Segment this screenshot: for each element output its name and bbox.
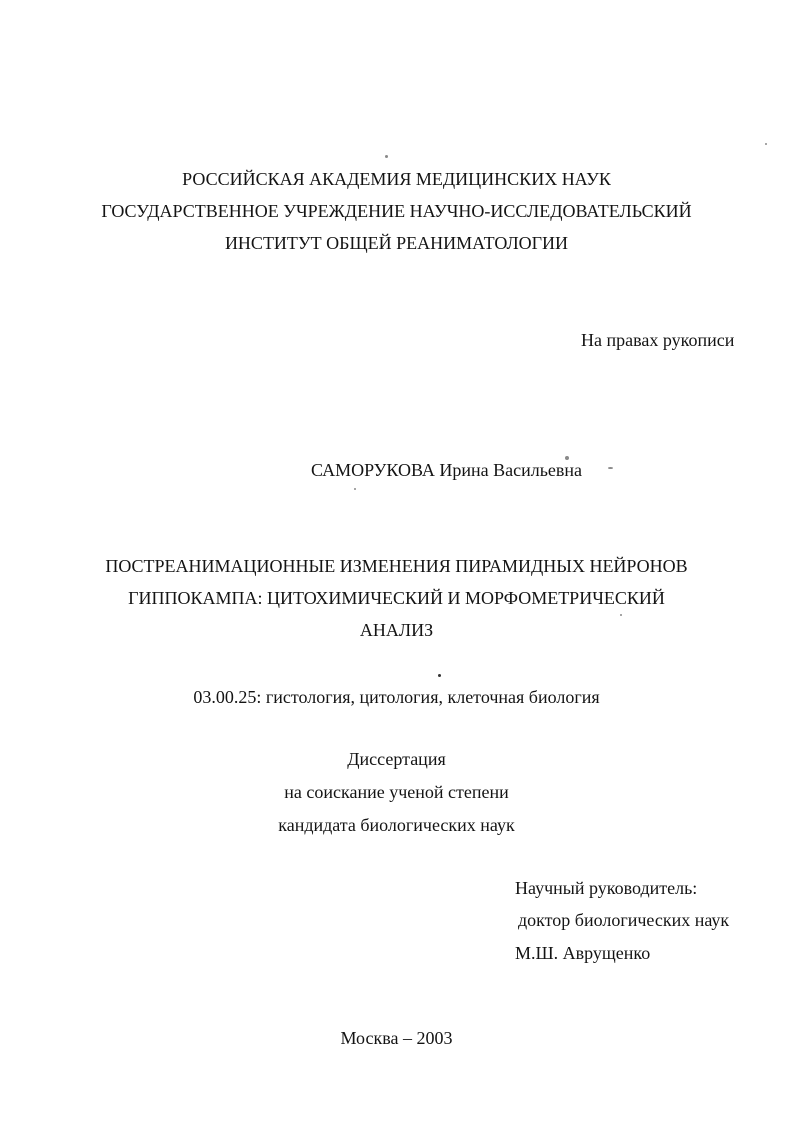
title-line-2: ГИППОКАМПА: ЦИТОХИМИЧЕСКИЙ И МОРФОМЕТРИЧЕСКИЙ xyxy=(128,588,665,608)
degree-line-3: кандидата биологических наук xyxy=(278,815,515,835)
author-name: САМОРУКОВА Ирина Васильевна xyxy=(311,460,583,480)
title-line-1: ПОСТРЕАНИМАЦИОННЫЕ ИЗМЕНЕНИЯ ПИРАМИДНЫХ НЕЙРОНОВ xyxy=(105,556,688,576)
degree-line-2: на соискание ученой степени xyxy=(284,782,509,802)
scan-speck xyxy=(620,614,622,616)
degree-line-1: Диссертация xyxy=(347,749,446,769)
header-line-academy: РОССИЙСКАЯ АКАДЕМИЯ МЕДИЦИНСКИХ НАУК xyxy=(182,169,611,189)
header-line-institution: ГОСУДАРСТВЕННОЕ УЧРЕЖДЕНИЕ НАУЧНО-ИССЛЕДОВАТЕЛЬСКИЙ xyxy=(101,201,692,221)
header-line-institute: ИНСТИТУТ ОБЩЕЙ РЕАНИМАТОЛОГИИ xyxy=(224,233,569,253)
scan-speck xyxy=(385,155,388,158)
scan-speck xyxy=(438,674,441,677)
city-year: Москва – 2003 xyxy=(340,1028,453,1048)
scan-speck xyxy=(354,488,356,490)
supervisor-name: М.Ш. Аврущенко xyxy=(515,943,651,963)
scan-speck xyxy=(608,467,613,469)
specialty-code: 03.00.25: гистология, цитология, клеточная биология xyxy=(193,687,600,707)
title-line-3: АНАЛИЗ xyxy=(359,620,434,640)
scan-speck xyxy=(765,143,767,145)
supervisor-label: Научный руководитель: xyxy=(515,878,698,898)
supervisor-degree: доктор биологических наук xyxy=(518,910,730,930)
manuscript-note: На правах рукописи xyxy=(581,330,735,350)
